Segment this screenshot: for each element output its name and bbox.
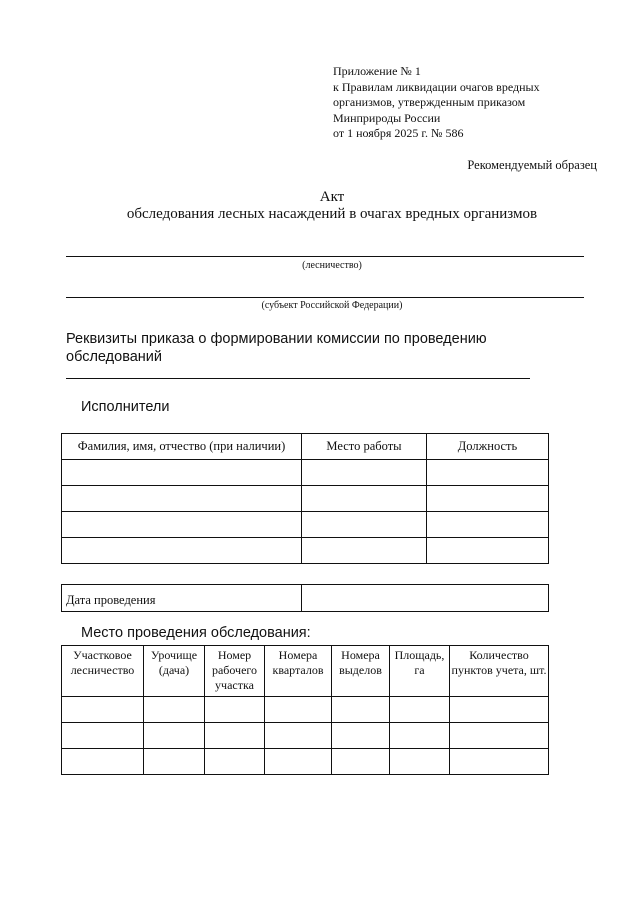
table-cell[interactable] [62, 460, 302, 486]
date-value-cell[interactable] [302, 585, 549, 612]
table-cell[interactable] [205, 723, 265, 749]
executors-header-name: Фамилия, имя, отчество (при наличии) [62, 434, 302, 460]
table-cell[interactable] [332, 697, 390, 723]
table-cell[interactable] [62, 538, 302, 564]
annex-line: организмов, утвержденным приказом [333, 95, 526, 109]
table-cell[interactable] [265, 697, 332, 723]
table-cell[interactable] [62, 486, 302, 512]
table-cell[interactable] [332, 749, 390, 775]
executors-header-position: Должность [427, 434, 549, 460]
table-cell[interactable] [450, 723, 549, 749]
table-cell[interactable] [62, 697, 144, 723]
location-header-sections: Номера выделов [332, 646, 390, 697]
location-header-area: Площадь, га [390, 646, 450, 697]
table-row [62, 486, 549, 512]
table-row [62, 749, 549, 775]
table-cell[interactable] [427, 512, 549, 538]
executors-header-workplace: Место работы [302, 434, 427, 460]
table-cell[interactable] [62, 749, 144, 775]
location-header-tract: Урочище (дача) [144, 646, 205, 697]
region-line[interactable] [66, 297, 584, 298]
table-row [62, 723, 549, 749]
table-row [62, 460, 549, 486]
location-header-points: Количество пунктов учета, шт. [450, 646, 549, 697]
location-header-plot: Номер рабочего участка [205, 646, 265, 697]
location-heading: Место проведения обследования: [81, 625, 311, 641]
requisites-line-input[interactable] [66, 378, 530, 379]
recommended-sample-label: Рекомендуемый образец [467, 158, 597, 172]
annex-block [333, 64, 540, 142]
annex-line: к Правилам ликвидации очагов вредных [333, 79, 540, 94]
table-cell[interactable] [62, 512, 302, 538]
table-row [62, 538, 549, 564]
executors-heading: Исполнители [81, 399, 170, 415]
annex-line: от 1 ноября 2025 г. № 586 [333, 126, 464, 140]
table-cell[interactable] [427, 486, 549, 512]
location-table [61, 645, 549, 775]
table-cell[interactable] [427, 538, 549, 564]
table-cell[interactable] [450, 697, 549, 723]
location-header-district: Участковое лесничество [62, 646, 144, 697]
table-cell[interactable] [144, 723, 205, 749]
table-cell[interactable] [450, 749, 549, 775]
table-row [62, 697, 549, 723]
document-subtitle: обследования лесных насаждений в очагах вредных организмов [126, 206, 538, 222]
table-cell[interactable] [427, 460, 549, 486]
requisites-line: Реквизиты приказа о формировании комиссии по проведению [66, 331, 487, 347]
executors-table [61, 433, 549, 564]
table-cell[interactable] [302, 512, 427, 538]
forestry-line[interactable] [66, 256, 584, 257]
table-cell[interactable] [390, 723, 450, 749]
location-header-quarters: Номера кварталов [265, 646, 332, 697]
region-caption: (субъект Российской Федерации) [261, 300, 403, 311]
requisites-heading [66, 330, 487, 366]
table-cell[interactable] [144, 697, 205, 723]
table-cell[interactable] [144, 749, 205, 775]
table-row [62, 512, 549, 538]
table-cell[interactable] [390, 697, 450, 723]
table-cell[interactable] [265, 749, 332, 775]
document-title: Акт [319, 189, 345, 205]
table-cell[interactable] [302, 486, 427, 512]
requisites-line: обследований [66, 349, 162, 365]
table-cell[interactable] [302, 538, 427, 564]
table-cell[interactable] [205, 697, 265, 723]
table-cell[interactable] [390, 749, 450, 775]
table-cell[interactable] [302, 460, 427, 486]
annex-line: Минприроды России [333, 110, 441, 125]
forestry-caption: (лесничество) [302, 260, 362, 271]
date-table [61, 584, 549, 612]
table-cell[interactable] [205, 749, 265, 775]
date-label: Дата проведения [62, 585, 302, 612]
table-cell[interactable] [62, 723, 144, 749]
annex-line: Приложение № 1 [333, 64, 421, 78]
table-cell[interactable] [332, 723, 390, 749]
table-cell[interactable] [265, 723, 332, 749]
